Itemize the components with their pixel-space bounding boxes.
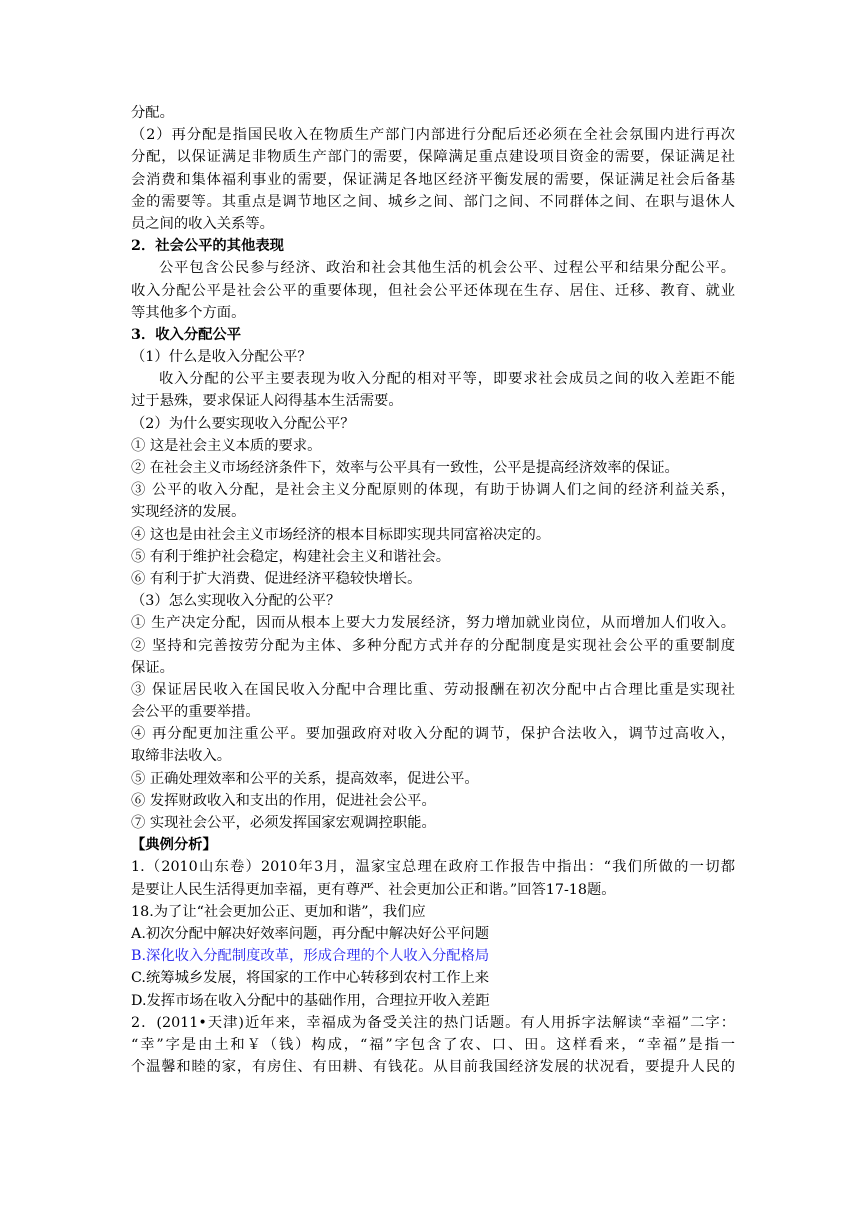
document-page <box>131 102 735 1078</box>
example-analysis-heading: 【典例分析】 <box>131 837 217 854</box>
list-item: ⑥ 发挥财政收入和支出的作用，促进社会公平。 <box>131 792 436 809</box>
list-item: ④ 再分配更加注重公平。要加强政府对收入分配的调节，保护合法收入，调节过高收入， <box>131 726 735 743</box>
list-item: ⑤ 正确处理效率和公平的关系，提高效率，促进公平。 <box>131 770 479 787</box>
list-item-continuation: 实现经济的发展。 <box>131 504 246 521</box>
list-item: ③ 公平的收入分配，是社会主义分配原则的体现，有助于协调人们之间的经济利益关系， <box>131 482 735 499</box>
answer-option-c: C.统筹城乡发展，将国家的工作中心转移到农村工作上来 <box>131 970 490 987</box>
text-line: 收入分配的公平主要表现为收入分配的相对平等，即要求社会成员之间的收入差距不能 <box>159 371 735 388</box>
question-stem: 18.为了让“社会更加公正、更加和谐”，我们应 <box>131 903 426 920</box>
list-item: ① 这是社会主义本质的要求。 <box>131 437 322 454</box>
question-text: “幸”字是由土和￥（钱）构成，“福”字包含了农、口、田。这样看来，“幸福”是指一 <box>131 1036 735 1053</box>
question-text: 2．(2011•天津)近年来，幸福成为备受关注的热门话题。有人用拆字法解读“幸福”二字： <box>131 1014 735 1031</box>
section-heading: 2．社会公平的其他表现 <box>131 238 284 255</box>
text-line: 员之间的收入关系等。 <box>131 215 274 232</box>
text-line: 分配。 <box>131 105 174 121</box>
text-line: 过于悬殊，要求保证人闷得基本生活需要。 <box>131 393 403 410</box>
list-item: ① 生产决定分配，因而从根本上要大力发展经济，努力增加就业岗位，从而增加人们收入。 <box>131 615 735 632</box>
text-line: 金的需要等。其重点是调节地区之间、城乡之间、部门之间、不同群体之间、在职与退休人 <box>131 193 735 210</box>
answer-option-a: A.初次分配中解决好效率问题，再分配中解决好公平问题 <box>131 925 489 942</box>
list-item: ⑤ 有利于维护社会稳定，构建社会主义和谐社会。 <box>131 548 451 565</box>
list-item: ④ 这也是由社会主义市场经济的根本目标即实现共同富裕决定的。 <box>131 526 551 543</box>
list-item-continuation: 会公平的重要举措。 <box>131 704 260 721</box>
section-heading: 3．收入分配公平 <box>131 326 242 343</box>
subheading: （3）怎么实现收入分配的公平？ <box>131 593 341 610</box>
question-text: 是要让人民生活得更加幸福，更有尊严、社会更加公正和谐。”回答17-18题。 <box>131 881 616 898</box>
question-text: 1.（2010山东卷）2010年3月，温家宝总理在政府工作报告中指出：“我们所做的一切都 <box>131 859 735 876</box>
list-item: ③ 保证居民收入在国民收入分配中合理比重、劳动报酬在初次分配中占合理比重是实现社 <box>131 681 735 698</box>
text-line: 等其他多个方面。 <box>131 304 246 321</box>
answer-option-d: D.发挥市场在收入分配中的基础作用，合理拉开收入差距 <box>131 992 490 1009</box>
text-line: 收入分配公平是社会公平的重要体现，但社会公平还体现在生存、居住、迁移、教育、就业 <box>131 282 735 299</box>
list-item: ② 坚持和完善按劳分配为主体、多种分配方式并存的分配制度是实现社会公平的重要制度 <box>131 637 735 654</box>
list-item: ② 在社会主义市场经济条件下，效率与公平具有一致性，公平是提高经济效率的保证。 <box>131 460 679 476</box>
list-item: ⑥ 有利于扩大消费、促进经济平稳较快增长。 <box>131 570 422 587</box>
list-item-continuation: 取缔非法收入。 <box>131 748 232 765</box>
text-line: 公平包含公民参与经济、政治和社会其他生活的机会公平、过程公平和结果分配公平。 <box>159 260 735 277</box>
text-line: （2）再分配是指国民收入在物质生产部门内部进行分配后还必须在全社会氛围内进行再次 <box>131 127 735 144</box>
subheading: （1）什么是收入分配公平？ <box>131 349 312 366</box>
subheading: （2）为什么要实现收入分配公平？ <box>131 415 355 432</box>
answer-option-b: B.深化收入分配制度改革，形成合理的个人收入分配格局 <box>131 948 490 965</box>
list-item-continuation: 保证。 <box>131 659 174 676</box>
text-line: 会消费和集体福利事业的需要，保证满足各地区经济平衡发展的需要，保证满足社会后备基 <box>131 171 735 188</box>
question-text: 个温馨和睦的家，有房住、有田耕、有钱花。从目前我国经济发展的状况看，要提升人民的 <box>131 1059 735 1076</box>
text-line: 分配，以保证满足非物质生产部门的需要，保障满足重点建设项目资金的需要，保证满足社 <box>131 149 735 166</box>
list-item: ⑦ 实现社会公平，必须发挥国家宏观调控职能。 <box>131 815 436 831</box>
